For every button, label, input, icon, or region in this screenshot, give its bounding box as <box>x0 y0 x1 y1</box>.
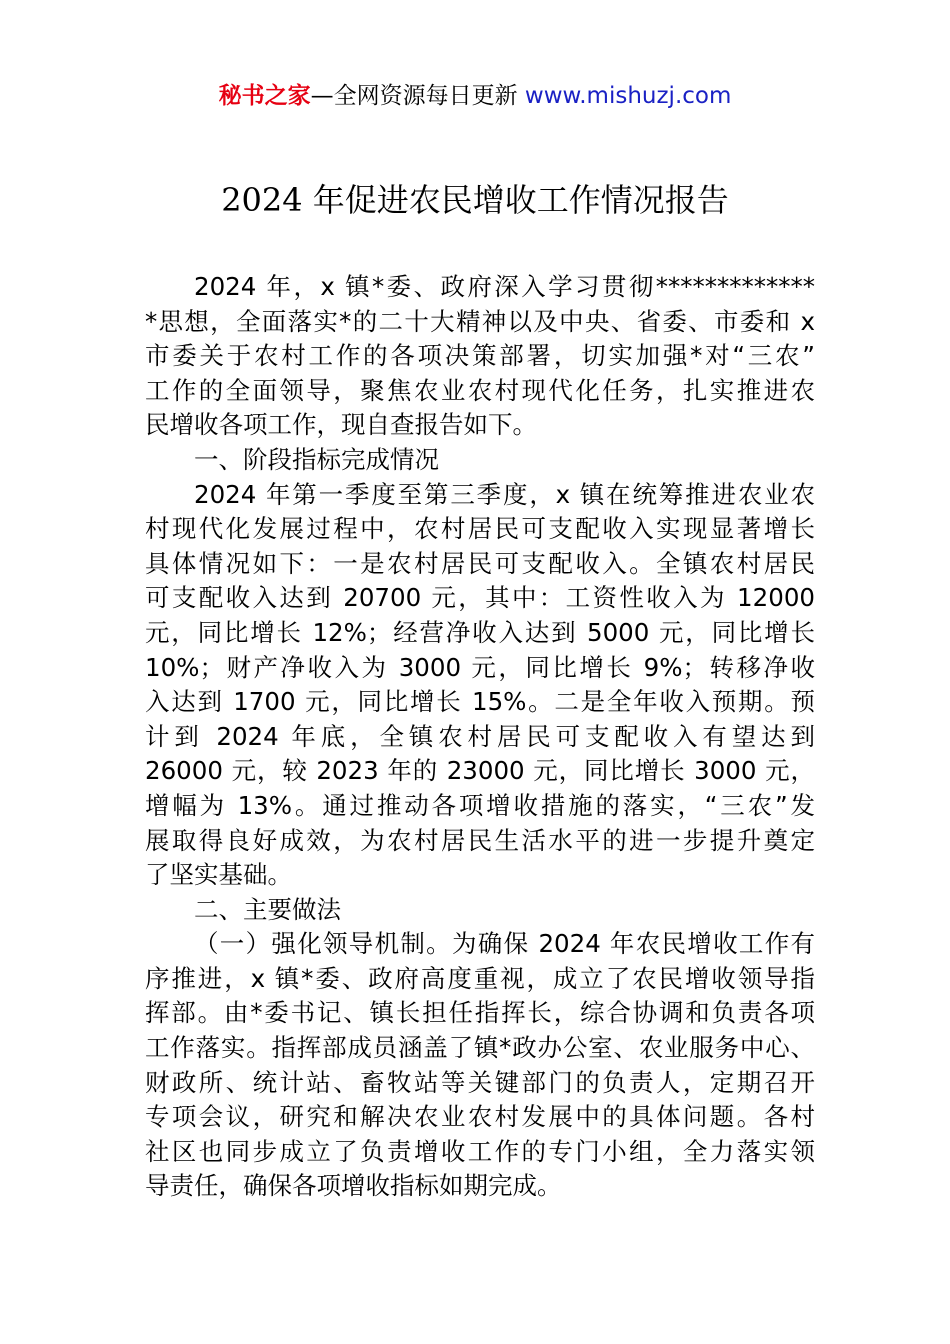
body-text-line: 一、阶段指标完成情况 <box>194 444 439 474</box>
body-text-line: 入达到 1700 元，同比增长 15%。二是全年收入预期。预 <box>145 687 815 717</box>
body-text-line: 10%；财产净收入为 3000 元，同比增长 9%；转移净收 <box>145 652 815 682</box>
body-text-line: 26000 元，较 2023 年的 23000 元，同比增长 3000 元， <box>145 756 815 786</box>
site-brand: 秘书之家 <box>218 83 311 109</box>
body-text-line: 序推进，x 镇*委、政府高度重视，成立了农民增收领导指 <box>145 963 815 993</box>
body-text-line: 增幅为 13%。通过推动各项增收措施的落实，“三农”发 <box>145 790 815 820</box>
body-text-line: 民增收各项工作，现自查报告如下。 <box>145 410 537 440</box>
body-text-line: 市委关于农村工作的各项决策部署，切实加强*对“三农” <box>145 341 815 371</box>
body-text-line: 展取得良好成效，为农村居民生活水平的进一步提升奠定 <box>145 825 815 855</box>
body-text-line: 工作落实。指挥部成员涵盖了镇*政办公室、农业服务中心、 <box>145 1033 815 1063</box>
document-title: 2024 年促进农民增收工作情况报告 <box>221 181 729 219</box>
body-text-line: 可支配收入达到 20700 元，其中：工资性收入为 12000 <box>145 583 815 613</box>
site-header <box>0 80 950 112</box>
body-text-line: 财政所、统计站、畜牧站等关键部门的负责人，定期召开 <box>145 1067 815 1097</box>
body-text-line: 挥部。由*委书记、镇长担任指挥长，综合协调和负责各项 <box>145 998 815 1028</box>
body-text-line: 社区也同步成立了负责增收工作的专门小组，全力落实领 <box>145 1136 815 1166</box>
body-text-line: 导责任，确保各项增收指标如期完成。 <box>145 1171 562 1201</box>
body-text-line: 村现代化发展过程中，农村居民可支配收入实现显著增长 <box>145 514 815 544</box>
body-text-line: 2024 年第一季度至第三季度，x 镇在统筹推进农业农 <box>194 479 815 509</box>
site-url-link[interactable]: www.mishuzj.com <box>524 83 732 109</box>
body-text-line: 了坚实基础。 <box>145 860 292 890</box>
document-body <box>145 270 815 1204</box>
body-text-line: 二、主要做法 <box>194 894 341 924</box>
site-tagline: —全网资源每日更新 <box>310 83 525 109</box>
body-text-line: 工作的全面领导，聚焦农业农村现代化任务，扎实推进农 <box>145 375 815 405</box>
body-text-line: 具体情况如下：一是农村居民可支配收入。全镇农村居民 <box>145 548 815 578</box>
body-text-line: 专项会议，研究和解决农业农村发展中的具体问题。各村 <box>145 1102 815 1132</box>
body-text-line: 2024 年，x 镇*委、政府深入学习贯彻************* <box>194 272 815 301</box>
body-text-line: *思想，全面落实*的二十大精神以及中央、省委、市委和 x <box>145 306 815 336</box>
body-text-line: 元，同比增长 12%；经营净收入达到 5000 元，同比增长 <box>145 617 815 647</box>
body-text-line: 计到 2024 年底，全镇农村居民可支配收入有望达到 <box>145 721 815 751</box>
body-text-line: （一）强化领导机制。为确保 2024 年农民增收工作有 <box>194 929 815 959</box>
